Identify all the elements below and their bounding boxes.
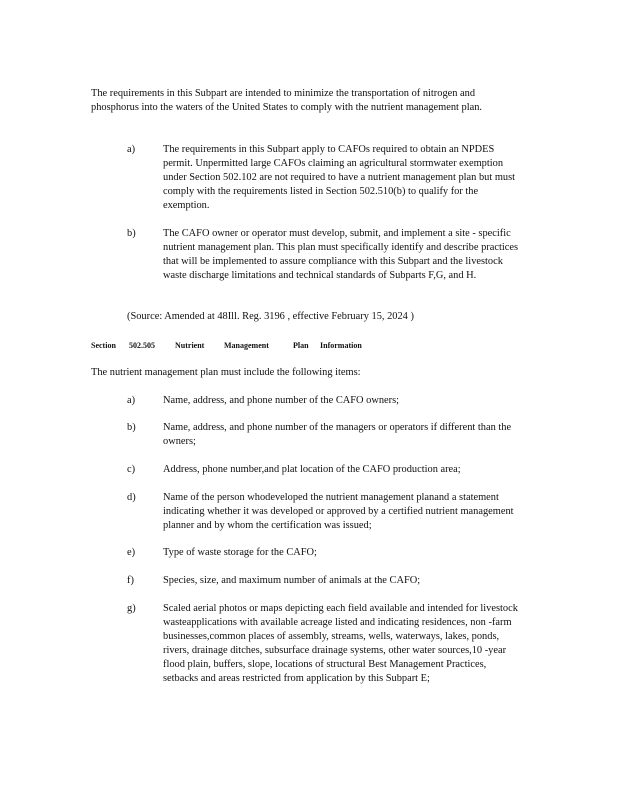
section-title-word: Nutrient [175, 341, 205, 350]
subsection-item-label: b) [127, 228, 136, 239]
section-title-word: Management [224, 341, 269, 350]
subsection-item-text: The requirements in this Subpart apply to CAFOs required to obtain an NPDES permit. Unpermitted large CAFOs claiming an agricultural stormwater exemption under Section 502.102 are not required to have a nutrient management plan but must comply with the requirements listed in Section 502.510(b) to qualify for the exemption. [163, 144, 516, 211]
section-title-word: Plan [293, 341, 309, 350]
section-heading [91, 339, 362, 353]
lead-in-paragraph: The nutrient management plan must include the following items: [91, 367, 361, 378]
section-title-word: Information [320, 341, 362, 350]
list-item-label: e) [127, 547, 136, 558]
list-item-text: Scaled aerial photos or maps depicting each field available and intended for livestock wasteapplications with available acreage listed and indicating residences, non -farm businesses,common places of assembly, streams, wells, waterways, lakes, ponds, rivers, drainage ditches, subsurface drainage systems, other water sources,10 -year flood plain, buffers, slope, locations of structural Best Management Practices, setbacks and areas restricted from application by this Subpart E; [163, 603, 518, 684]
list-item-text: Name of the person whodeveloped the nutrient management planand a statement indicating whether it was developed or approved by a certified nutrient management planner and by whom the certification was issued; [163, 492, 514, 531]
list-item-text: Species, size, and maximum number of animals at the CAFO; [163, 575, 421, 586]
list-item-label: g) [127, 603, 136, 614]
source-note: (Source: Amended at 48Ill. Reg. 3196 , effective February 15, 2024 ) [127, 311, 414, 322]
list-item-label: d) [127, 492, 136, 503]
subsection-item-label: a) [127, 144, 136, 155]
intro-paragraph: The requirements in this Subpart are intended to minimize the transportation of nitrogen and phosphorus into the waters of the United States to comply with the nutrient management plan. [91, 88, 483, 113]
section-label: Section [91, 341, 116, 350]
list-item-label: a) [127, 395, 136, 406]
list-item-text: Type of waste storage for the CAFO; [163, 547, 317, 558]
section-number: 502.505 [129, 341, 155, 350]
list-item-text: Name, address, and phone number of the managers or operators if different than the owners; [163, 422, 512, 447]
list-item-label: c) [127, 464, 136, 475]
list-item-label: b) [127, 422, 136, 433]
list-item-text: Address, phone number,and plat location of the CAFO production area; [163, 464, 461, 475]
list-item-text: Name, address, and phone number of the CAFO owners; [163, 395, 400, 406]
subsection-item-text: The CAFO owner or operator must develop, submit, and implement a site - specific nutrient management plan. This plan must specifically identify and describe practices that will be implemented to assure compliance with this Subpart and the livestock waste discharge limitations and technical standards of Subparts F,G, and H. [163, 228, 518, 281]
list-item-label: f) [127, 575, 134, 586]
